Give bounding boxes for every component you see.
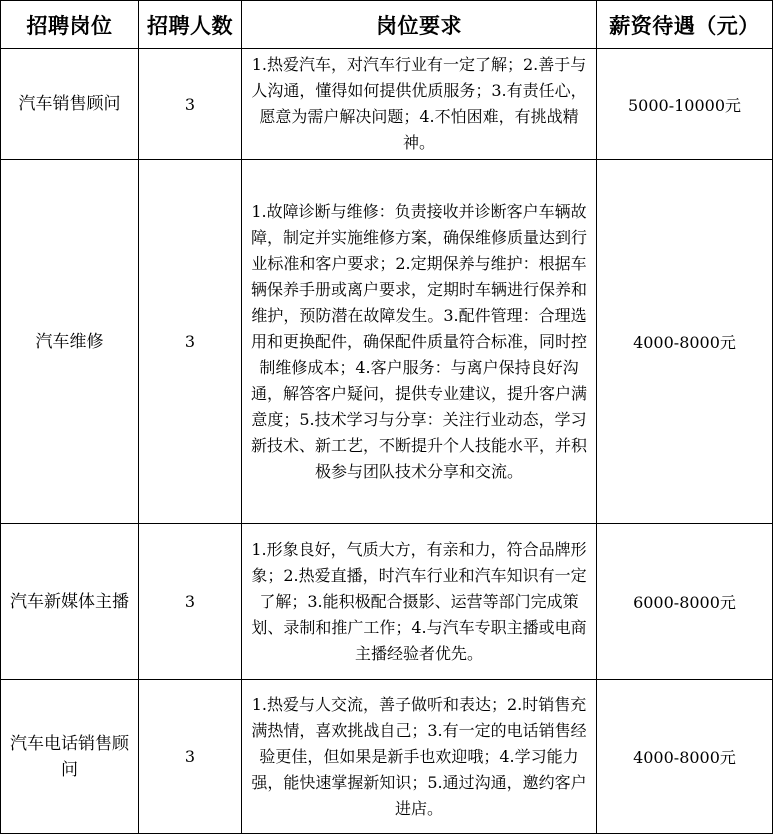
count-cell: 3	[139, 524, 242, 680]
header-requirements: 岗位要求	[242, 1, 597, 49]
header-row	[1, 1, 773, 49]
position-cell: 汽车新媒体主播	[1, 524, 139, 680]
salary-cell: 6000-8000元	[597, 524, 773, 680]
requirements-cell	[242, 160, 597, 524]
salary-cell: 5000-10000元	[597, 49, 773, 160]
table-row	[1, 49, 773, 160]
position-cell: 汽车电话销售顾问	[1, 680, 139, 834]
header-salary: 薪资待遇（元）	[597, 1, 773, 49]
requirements-text: 1.热爱与人交流，善子做听和表达；2.时销售充满热情，喜欢挑战自己；3.有一定的电话销售经验更佳，但如果是新手也欢迎哦；4.学习能力强，能快速掌握新知识；5.通过沟通，邀约客户进店。	[251, 694, 587, 818]
table-row	[1, 680, 773, 834]
salary-cell: 4000-8000元	[597, 680, 773, 834]
count-cell: 3	[139, 680, 242, 834]
position-cell: 汽车维修	[1, 160, 139, 524]
requirements-text: 1.故障诊断与维修：负责接收并诊断客户车辆故障，制定并实施维修方案，确保维修质量达到行业标准和客户要求；2.定期保养与维护：根据车辆保养手册或离户要求，定期时车辆进行保养和维护，预防潜在故障发生。3.配件管理：合理选用和更换配件，确保配件质量符合标准，同时控制维修成本；4.客户服务：与离户保持良好沟通，解答客户疑问，提供专业建议，提升客户满意度；5.技术学习与分享：关注行业动态，学习新技术、新工艺，不断提升个人技能水平，并积极参与团队技术分享和交流。	[250, 201, 587, 481]
header-count: 招聘人数	[139, 1, 242, 49]
count-cell: 3	[139, 160, 242, 524]
requirements-text: 1.形象良好，气质大方，有亲和力，符合品牌形象；2.热爱直播，时汽车行业和汽车知识有一定了解；3.能积极配合摄影、运营等部门完成策划、录制和推广工作；4.与汽车专职主播或电商主播经验者优先。	[251, 539, 587, 663]
position-cell: 汽车销售顾问	[1, 49, 139, 160]
salary-cell: 4000-8000元	[597, 160, 773, 524]
table-row	[1, 524, 773, 680]
requirements-text: 1.热爱汽车，对汽车行业有一定了解；2.善于与人沟通，懂得如何提供优质服务；3.有责任心，愿意为需户解决问题；4.不怕困难，有挑战精神。	[251, 55, 587, 152]
table-row	[1, 160, 773, 524]
requirements-cell	[242, 49, 597, 160]
requirements-cell	[242, 680, 597, 834]
count-cell: 3	[139, 49, 242, 160]
requirements-cell	[242, 524, 597, 680]
header-position: 招聘岗位	[1, 1, 139, 49]
